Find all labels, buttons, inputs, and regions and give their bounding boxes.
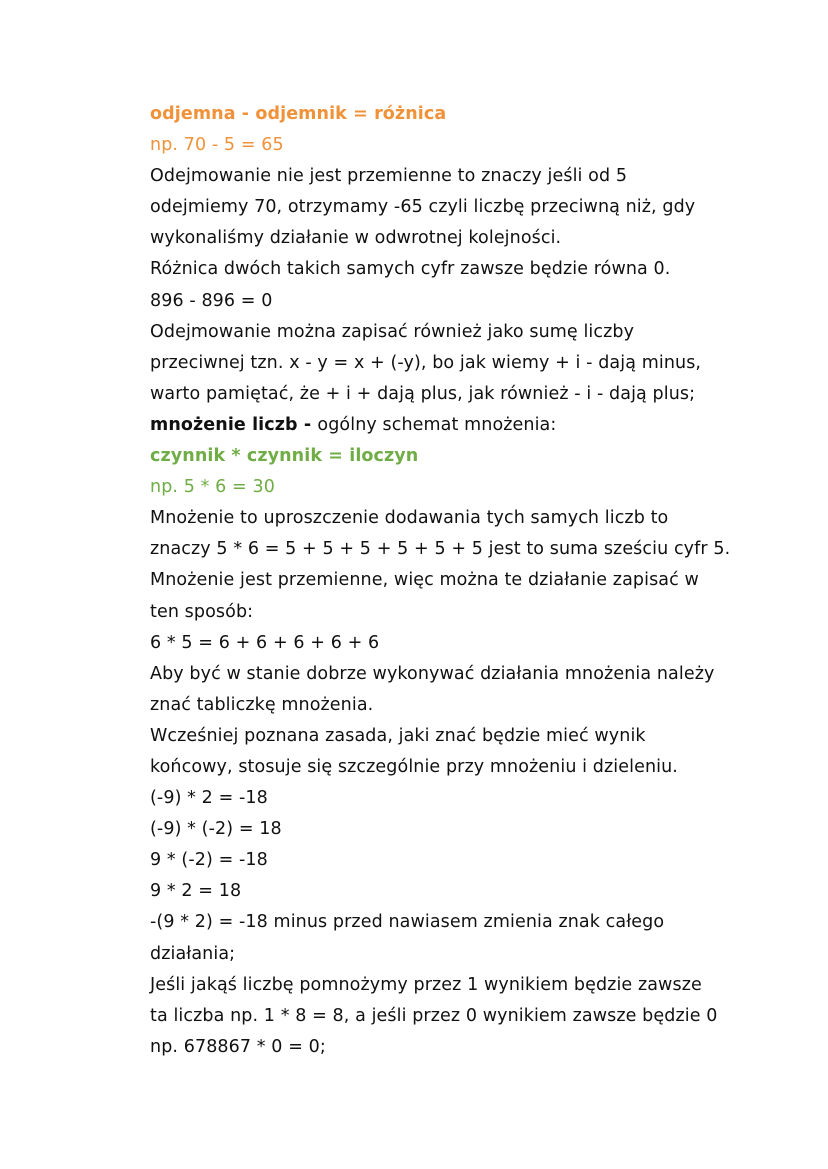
document-page <box>150 99 740 1063</box>
equation-line: (-9) * (-2) = 18 <box>150 819 282 840</box>
text-line: przeciwnej tzn. x - y = x + (-y), bo jak wiemy + i - dają minus, <box>150 352 702 373</box>
text-line: odejmiemy 70, otrzymamy -65 czyli liczbę przeciwną niż, gdy <box>150 197 696 218</box>
text-line: znać tabliczkę mnożenia. <box>150 694 374 715</box>
equation-line: 896 - 896 = 0 <box>150 290 273 311</box>
text-line: końcowy, stosuje się szczególnie przy mnożeniu i dzieleniu. <box>150 756 678 777</box>
text-line: np. 678867 * 0 = 0; <box>150 1036 326 1057</box>
equation-line: 9 * (-2) = -18 <box>150 850 268 871</box>
section-heading-bold: mnożenie liczb - <box>150 414 318 435</box>
multiplication-section-heading <box>150 410 740 441</box>
text-line: Mnożenie to uproszczenie dodawania tych samych liczb to <box>150 508 669 529</box>
text-line: działania; <box>150 943 236 964</box>
equation-line: (-9) * 2 = -18 <box>150 788 268 809</box>
multiplication-formula-heading: czynnik * czynnik = iloczyn <box>150 446 419 467</box>
text-line: Jeśli jakąś liczbę pomnożymy przez 1 wynikiem będzie zawsze <box>150 974 702 995</box>
text-line: Aby być w stanie dobrze wykonywać działania mnożenia należy <box>150 663 715 684</box>
text-line: Różnica dwóch takich samych cyfr zawsze będzie równa 0. <box>150 259 671 280</box>
text-line: ten sposób: <box>150 601 254 622</box>
text-line: warto pamiętać, że + i + dają plus, jak również - i - dają plus; <box>150 383 696 404</box>
equation-line: 6 * 5 = 6 + 6 + 6 + 6 + 6 <box>150 632 380 653</box>
section-heading-text: ogólny schemat mnożenia: <box>317 414 557 435</box>
subtraction-example: np. 70 - 5 = 65 <box>150 135 284 156</box>
text-line: znaczy 5 * 6 = 5 + 5 + 5 + 5 + 5 + 5 jest to suma sześciu cyfr 5. <box>150 539 731 560</box>
text-line: ta liczba np. 1 * 8 = 8, a jeśli przez 0 wynikiem zawsze będzie 0 <box>150 1005 718 1026</box>
text-line: Odejmowanie można zapisać również jako sumę liczby <box>150 321 635 342</box>
multiplication-example: np. 5 * 6 = 30 <box>150 477 275 498</box>
text-line: Wcześniej poznana zasada, jaki znać będzie mieć wynik <box>150 725 646 746</box>
text-line: Mnożenie jest przemienne, więc można te działanie zapisać w <box>150 570 699 591</box>
equation-line: 9 * 2 = 18 <box>150 881 242 902</box>
text-line: wykonaliśmy działanie w odwrotnej kolejności. <box>150 228 562 249</box>
text-line: -(9 * 2) = -18 minus przed nawiasem zmienia znak całego <box>150 912 665 933</box>
subtraction-formula-heading: odjemna - odjemnik = różnica <box>150 104 447 124</box>
text-line: Odejmowanie nie jest przemienne to znaczy jeśli od 5 <box>150 166 628 187</box>
